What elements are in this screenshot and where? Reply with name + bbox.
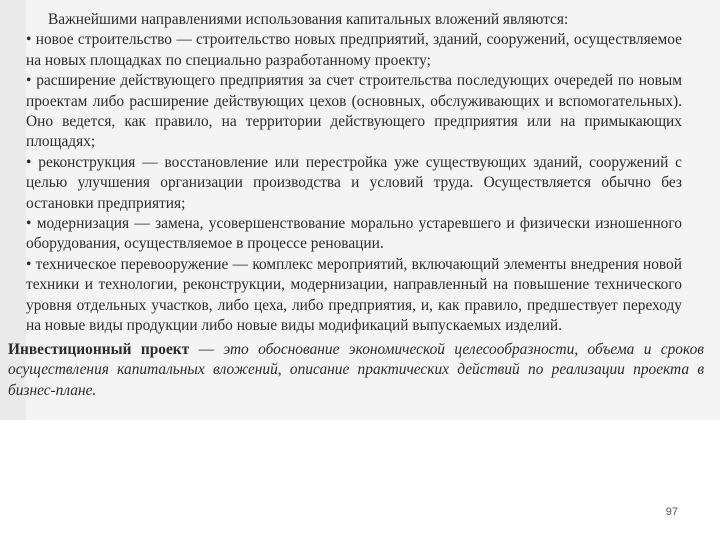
list-item-text: новое строительство — строительство новых предприятий, зданий, сооружений, осуществляемое на новых площадках по специально разработанному проекту; xyxy=(26,31,682,69)
bullet-marker: • xyxy=(26,255,32,273)
definition-term: Инвестиционный проект xyxy=(8,341,190,358)
definition-dash: — xyxy=(189,341,224,358)
intro-paragraph: Важнейшими направлениями использования капитальных вложений являются: xyxy=(48,11,569,28)
list-item xyxy=(26,153,682,214)
list-item xyxy=(26,214,682,255)
bullet-marker: • xyxy=(26,31,32,49)
list-item-text: техническое перевооружение — комплекс мероприятий, включающий элементы внедрения новой техники и технологии, реконструкции, модернизации, направленный на повышение технического уровня отдельных участков, либо цеха, либо предприятия, и, как правило, предшествует переходу на новые виды продукции либо новые виды модификаций выпускаемых изделий. xyxy=(26,255,682,335)
list-item-text: реконструкция — восстановление или перестройка уже существующих зданий, сооружений с целью улучшения организации производства и условий труда. Осуществляется обычно без остановки предприятия; xyxy=(26,153,682,212)
list-item xyxy=(26,71,682,153)
definition-paragraph xyxy=(8,340,704,401)
list-item xyxy=(26,255,682,337)
bullet-marker: • xyxy=(26,72,32,90)
list-item-text: расширение действующего предприятия за счет строительства последующих очередей по новым проектам либо расширение действующих цехов (основных, обслуживающих и вспомогательных). Оно ведется, как правило, на территории действующего предприятия или на примыкающих площадях; xyxy=(26,72,682,151)
definition-text: это обоснование экономической целесообразности, объема и сроков осуществления капитальных вложений, описание практических действий по реализации проекта в бизнес-плане. xyxy=(8,341,704,399)
page-number: 97 xyxy=(665,506,678,518)
bullet-marker: • xyxy=(26,153,32,171)
list-item xyxy=(26,30,682,71)
list-item-text: модернизация — замена, усовершенствование морально устаревшего и физически изношенного оборудования, осуществляемое в процессе реновации. xyxy=(26,215,682,253)
bullet-marker: • xyxy=(26,215,32,233)
document-body xyxy=(26,10,682,337)
